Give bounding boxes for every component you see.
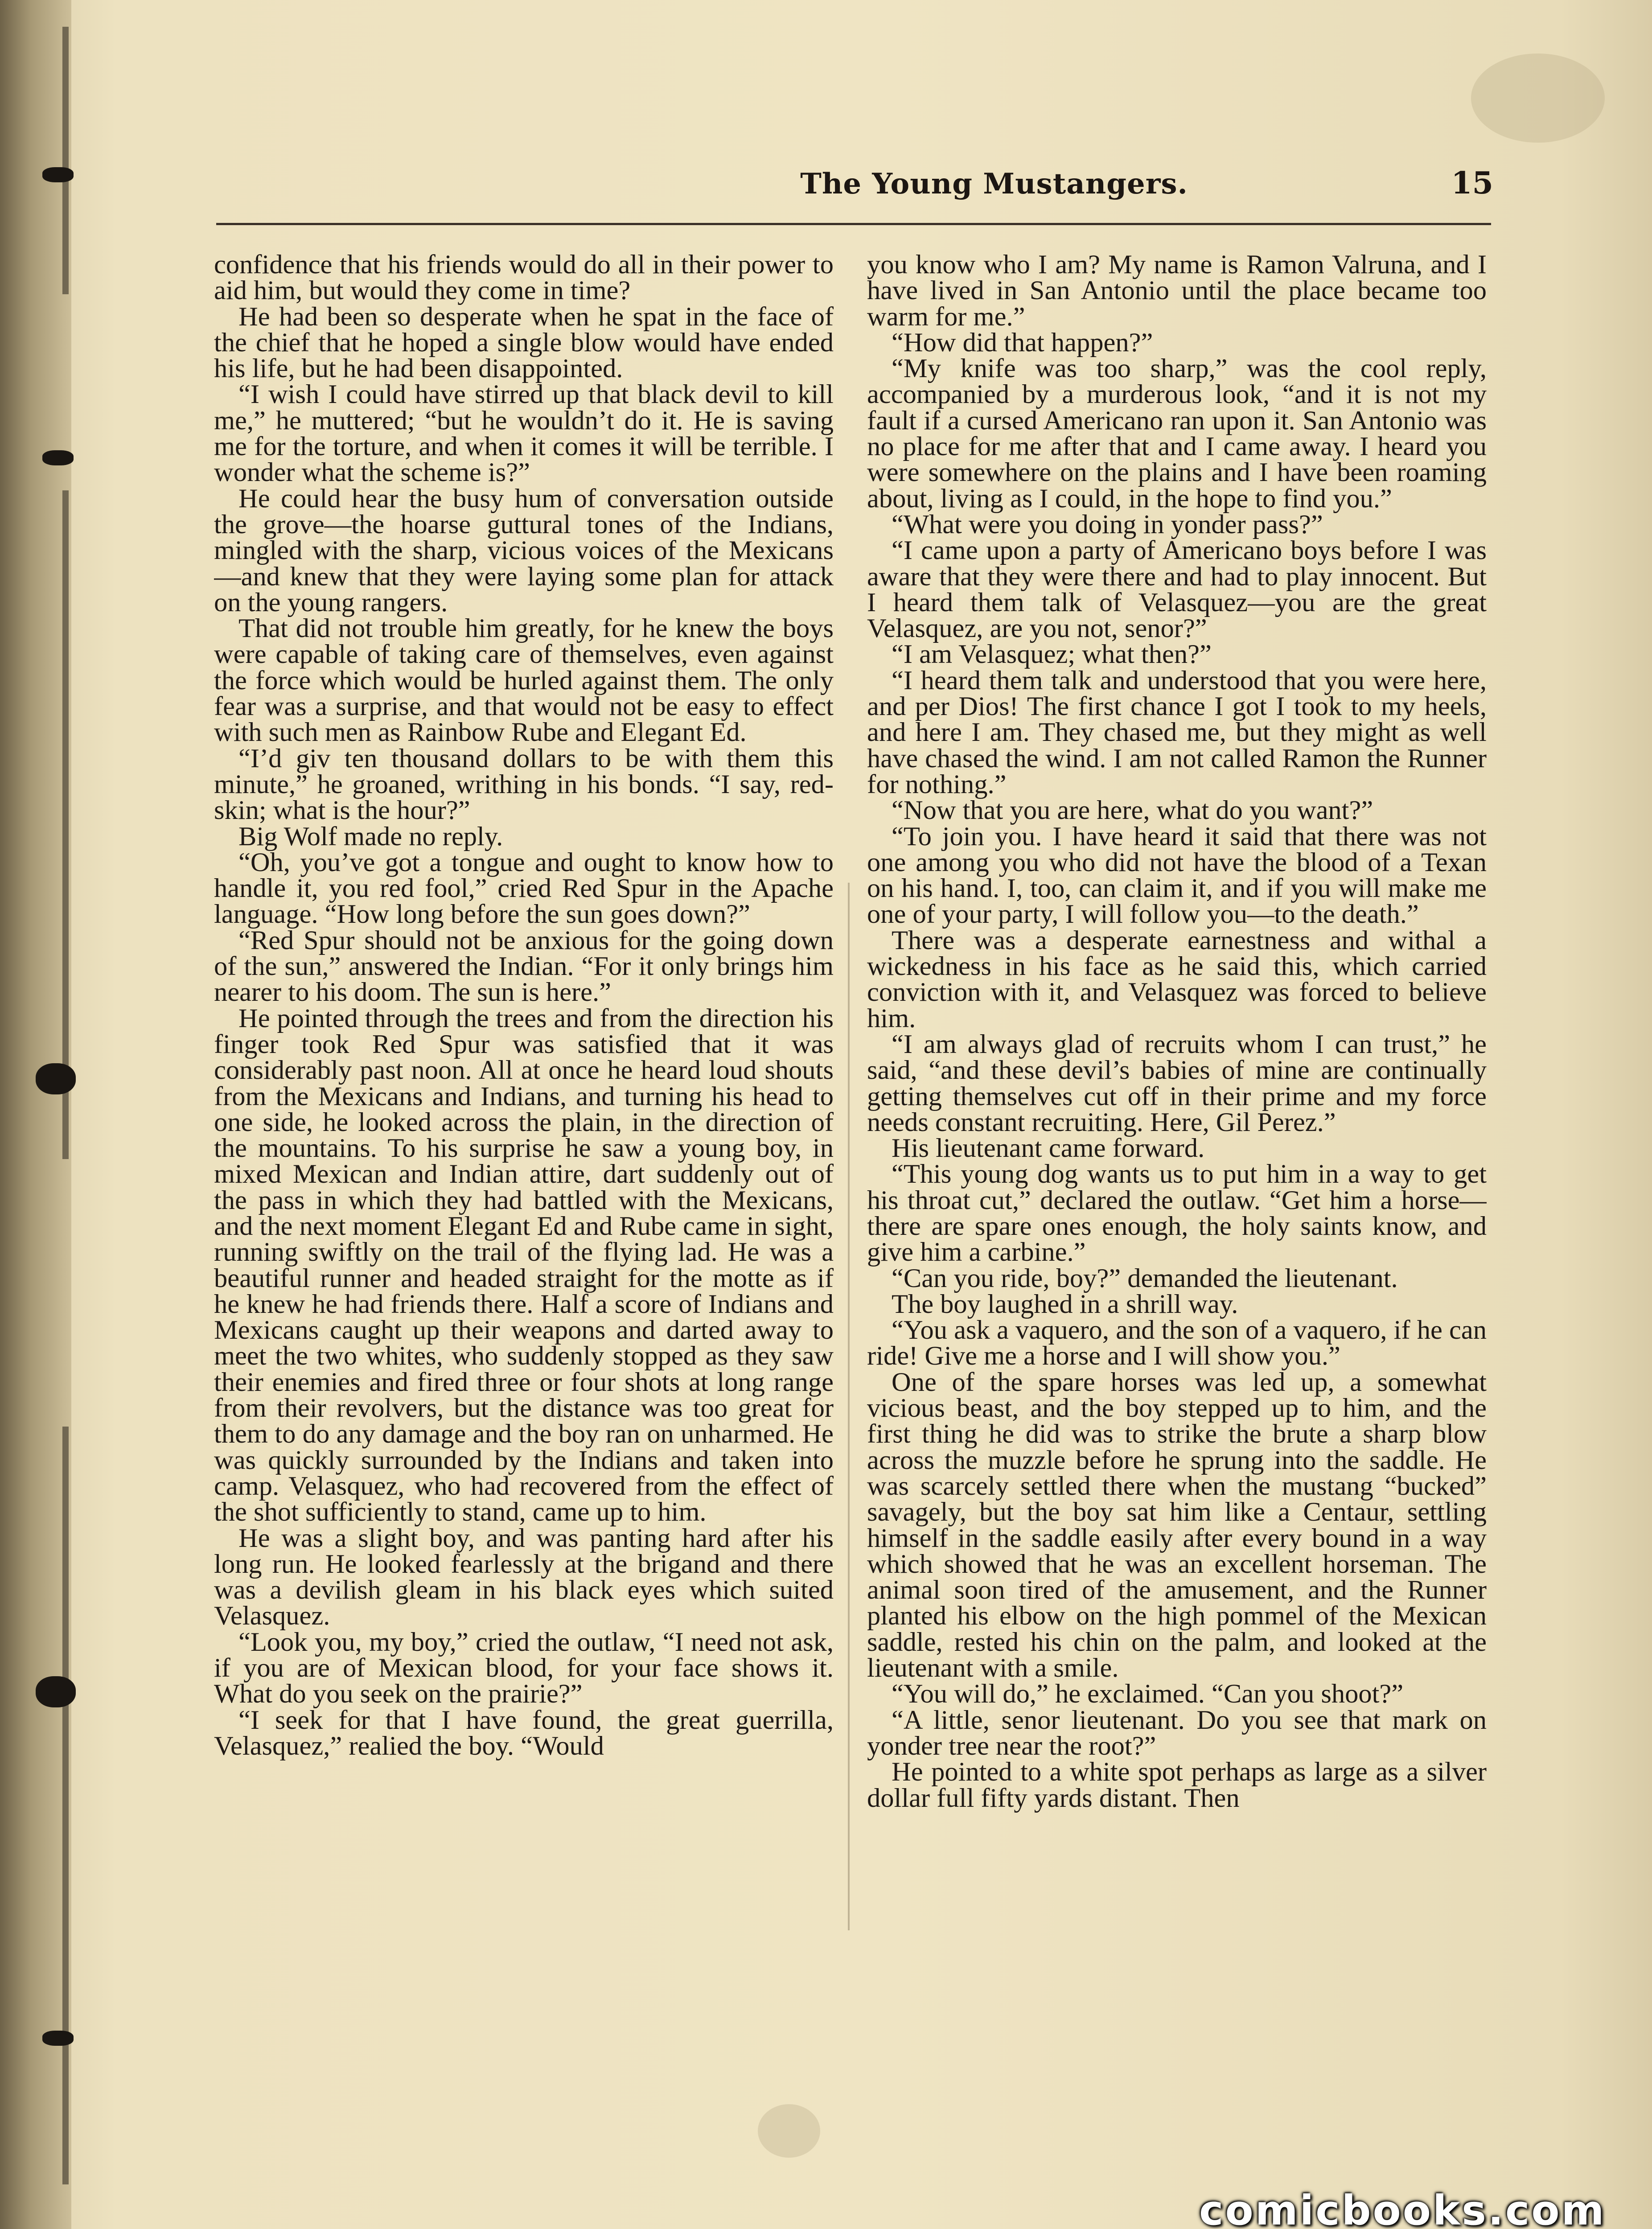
paragraph: confidence that his friends would do all in their power to aid him, but would they come in time? (214, 252, 834, 306)
running-head-title: The Young Mustangers. (800, 167, 1188, 201)
binding-thread (62, 1427, 69, 2184)
paragraph: “You ask a vaquero, and the son of a vaquero, if he can ride! Give me a horse and I will show you.” (867, 1315, 1487, 1371)
paragraph: you know who I am? My name is Ramon Valruna, and I have lived in San Antonio until the place became too warm for me.” (867, 252, 1487, 332)
paragraph: “Red Spur should not be anxious for the going down of the sun,” answered the Indian. “For it only brings him nearer to his doom. The sun is here.” (214, 925, 834, 1008)
paragraph: “I wish I could have stirred up that black devil to kill me,” he muttered; “but he wouldn’t do it. He is saving me for the torture, and when it comes it will be terrible. I wonder what the scheme is?” (214, 379, 834, 488)
binding-stitch (42, 450, 74, 465)
paragraph: One of the spare horses was led up, a somewhat vicious beast, and the boy stepped up to him, and the first thing he did was to strike the brute a sharp blow across the muzzle before he sprung into the saddle. He was scarcely settled there when the mustang “bucked” savagely, but the boy sat him like a Centaur, settling himself in the saddle easily after every bound in a way which showed that he was an excellent horseman. The animal soon tired of the amusement, and the Runner planted his elbow on the high pommel of the Mexican saddle, rested his chin on the palm, and looked at the lieutenant with a smile. (867, 1367, 1487, 1683)
paragraph: He had been so desperate when he spat in the face of the chief that he hoped a single blow would have ended his life, but he had been disappointed. (214, 301, 834, 384)
paragraph: “Look you, my boy,” cried the outlaw, “I need not ask, if you are of Mexican blood, for your face shows it. What do you seek on the prairie?” (214, 1627, 834, 1709)
paragraph: There was a desperate earnestness and withal a wickedness in his face as he said this, which carried conviction with it, and Velasquez was forced to believe him. (867, 925, 1487, 1033)
paragraph: “I seek for that I have found, the great guerrilla, Velasquez,” realied the boy. “Would (214, 1705, 834, 1761)
paragraph: “You will do,” he exclaimed. “Can you shoot?” (892, 1679, 1404, 1709)
column-divider (848, 883, 850, 1930)
paragraph: He pointed through the trees and from the direction his finger took Red Spur was satisfied that it was considerably past noon. All at once he heard loud shouts from the Mexicans and Indians, and turning his head to one side, he looked across the plain, in the direction of the mountains. To his surprise he saw a young boy, in mixed Mexican and Indian attire, dart suddenly out of the pass in which they had battled with the Mexicans, and the next moment Elegant Ed and Rube came in sight, running swiftly on the trail of the flying lad. He was a beautiful runner and headed straight for the motte as if he knew he had friends there. Half a score of Indians and Mexicans caught up their weapons and darted away to meet the two whites, who suddenly stopped as they saw their enemies and fired three or four shots at long range from their revolvers, but the distance was too great for them to do any damage and the boy ran on unharmed. He was quickly surrounded by the Indians and taken into camp. Velasquez, who had recovered from the effect of the shot sufficiently to stand, came up to him. (214, 1003, 834, 1527)
binding-stitch (42, 167, 74, 182)
watermark: comicbooks.com (1199, 2187, 1606, 2229)
binding-thread (62, 490, 69, 1159)
paragraph: His lieutenant came forward. (892, 1133, 1205, 1164)
paragraph: “What were you doing in yonder pass?” (892, 509, 1323, 539)
paragraph: “This young dog wants us to put him in a way to get his throat cut,” declared the outlaw. “Get him a horse—there are spare ones enough, the holy saints know, and give him a carbine.” (867, 1159, 1487, 1267)
page-binding (0, 0, 71, 2229)
paragraph: He could hear the busy hum of conversation outside the grove—the hoarse guttural tones of the Indians, mingled with the sharp, vicious voices of the Mexicans—and knew that they were laying some plan for attack on the young rangers. (214, 483, 834, 617)
paragraph: “A little, senor lieutenant. Do you see that mark on yonder tree near the root?” (867, 1705, 1487, 1761)
left-text-column (214, 252, 834, 2097)
paragraph: “My knife was too sharp,” was the cool reply, accompanied by a murderous look, “and it is not my fault if a cursed Americano ran upon it. San Antonio was no place for me after that and I came away. I heard you were somewhere on the plains and I have been roaming about, living as I could, in the hope to find you.” (867, 354, 1487, 514)
paragraph: He pointed to a white spot perhaps as large as a silver dollar full fifty yards distant. Then (867, 1757, 1487, 1813)
paragraph: “I came upon a party of Americano boys before I was aware that they were there and had to play innocent. But I heard them talk of Velasquez—you are the great Velasquez, are you not, senor?” (867, 535, 1487, 644)
paragraph: “Now that you are here, what do you want?” (892, 795, 1373, 826)
right-text-column (867, 252, 1487, 2097)
paragraph: “I’d giv ten thousand dollars to be with them this minute,” he groaned, writhing in his bonds. “I say, red-skin; what is the hour?” (214, 743, 834, 826)
paragraph: That did not trouble him greatly, for he knew the boys were capable of taking care of themselves, even against the force which would be hurled against them. The only fear was a surprise, and that would not be easy to effect with such men as Rainbow Rube and Elegant Ed. (214, 613, 834, 748)
paragraph: The boy laughed in a shrill way. (892, 1289, 1238, 1319)
paper-stain (758, 2104, 820, 2158)
paragraph: Big Wolf made no reply. (238, 821, 503, 851)
binding-thread (62, 27, 69, 294)
paragraph: “I am Velasquez; what then?” (892, 639, 1212, 670)
paragraph: “I am always glad of recruits whom I can trust,” he said, “and these devil’s babies of mine are continually getting themselves cut off in their prime and my force needs constant recruiting. Here, Gil Perez.” (867, 1029, 1487, 1137)
paragraph: “I heard them talk and understood that you were here, and per Dios! The first chance I got I took to my heels, and here I am. They chased me, but they might as well have chased the wind. I am not called Ramon the Runner for nothing.” (867, 665, 1487, 799)
binding-stitch (36, 1063, 76, 1094)
running-head (192, 163, 1507, 212)
paragraph: “How did that happen?” (892, 327, 1153, 358)
paragraph: He was a slight boy, and was panting hard after his long run. He looked fearlessly at the brigand and there was a devilish gleam in his black eyes which suited Velasquez. (214, 1523, 834, 1631)
binding-stitch (42, 2031, 74, 2046)
paragraph: “Can you ride, boy?” demanded the lieutenant. (892, 1263, 1398, 1293)
binding-stitch (36, 1676, 76, 1707)
paragraph: “Oh, you’ve got a tongue and ought to know how to handle it, you red fool,” cried Red Spur in the Apache language. “How long before the sun goes down?” (214, 847, 834, 929)
page-number: 15 (1451, 165, 1493, 201)
paper-stain (1471, 53, 1605, 143)
paragraph: “To join you. I have heard it said that there was not one among you who did not have the blood of a Texan on his hand. I, too, can claim it, and if you will make me one of your party, I will follow you—to the death.” (867, 821, 1487, 929)
header-rule (216, 223, 1491, 225)
